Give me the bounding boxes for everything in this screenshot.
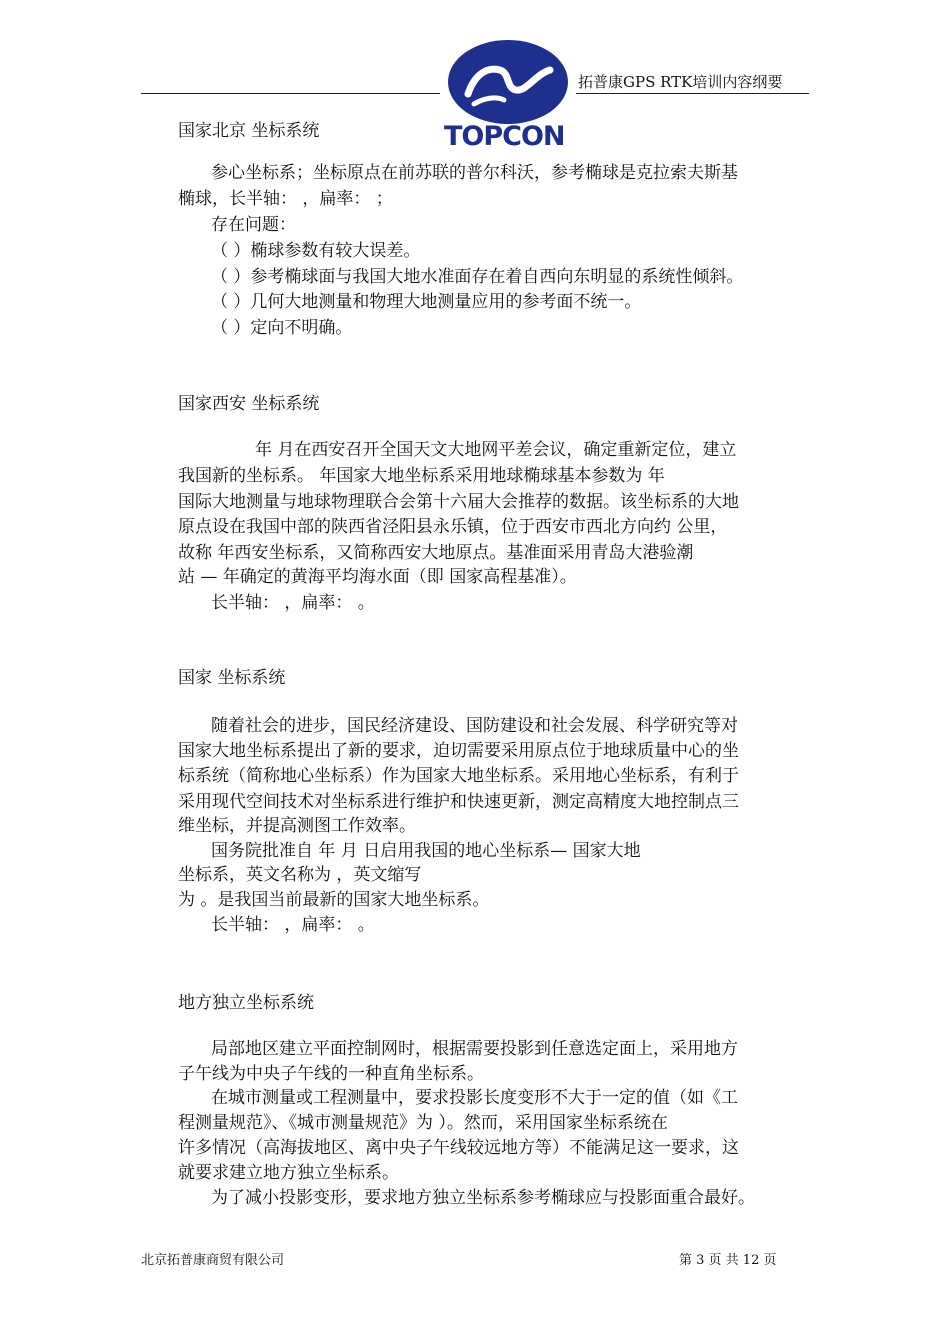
paragraph-line: 我国新的坐标系。 年国家大地坐标系采用地球椭球基本参数为 年 (178, 466, 665, 486)
section-heading-local: 地方独立坐标系统 (178, 993, 314, 1013)
paragraph-line: 子午线为中央子午线的一种直角坐标系。 (178, 1064, 484, 1084)
section-heading-xian: 国家西安 坐标系统 (178, 394, 320, 414)
paragraph-line: 标系统（简称地心坐标系）作为国家大地坐标系。采用地心坐标系，有利于 (178, 766, 739, 786)
paragraph-line: 在城市测量或工程测量中，要求投影长度变形不大于一定的值（如《工 (211, 1088, 738, 1108)
footer-company: 北京拓普康商贸有限公司 (141, 1253, 285, 1268)
paragraph-line: 长半轴： ，扁率： 。 (211, 915, 375, 935)
paragraph-line: 局部地区建立平面控制网时，根据需要投影到任意选定面上，采用地方 (211, 1039, 738, 1059)
paragraph-line: 长半轴： ，扁率： 。 (211, 593, 375, 613)
paragraph-line: 为 。是我国当前最新的国家大地坐标系。 (178, 890, 490, 910)
list-item: （ ）几何大地测量和物理大地测量应用的参考面不统一。 (211, 292, 642, 312)
section-heading-beijing: 国家北京 坐标系统 (178, 121, 320, 141)
paragraph-line: 故称 年西安坐标系，又简称西安大地原点。基准面采用青岛大港验潮 (178, 543, 694, 563)
list-item: （ ）椭球参数有较大误差。 (211, 241, 421, 261)
paragraph-line: 随着社会的进步，国民经济建设、国防建设和社会发展、科学研究等对 (211, 716, 738, 736)
paragraph-line: 为了减小投影变形，要求地方独立坐标系参考椭球应与投影面重合最好。 (211, 1188, 755, 1208)
paragraph-line: 就要求建立地方独立坐标系。 (178, 1163, 399, 1183)
paragraph-line: 许多情况（高海拔地区、离中央子午线较远地方等）不能满足这一要求，这 (178, 1138, 739, 1158)
paragraph-line: 国际大地测量与地球物理联合会第十六届大会推荐的数据。该坐标系的大地 (178, 492, 739, 512)
header-title: 拓普康GPS RTK培训内容纲要 (578, 73, 783, 91)
paragraph-line: 坐标系，英文名称为 ，英文缩写 (178, 865, 422, 885)
paragraph-line: 原点设在我国中部的陕西省泾阳县永乐镇，位于西安市西北方向约 公里， (178, 517, 728, 537)
list-item: （ ）参考椭球面与我国大地水准面存在着自西向东明显的系统性倾斜。 (211, 267, 744, 287)
footer-page-number: 第 3 页 共 12 页 (679, 1253, 777, 1268)
paragraph-line: 维坐标，并提高测图工作效率。 (178, 816, 416, 836)
section-heading-national: 国家 坐标系统 (178, 668, 286, 688)
topcon-logo-text: TOPCON (444, 121, 565, 152)
list-item: （ ）定向不明确。 (211, 318, 353, 338)
paragraph-line: 程测量规范》、《城市测量规范》为 ）。然而，采用国家坐标系统在 (178, 1113, 668, 1133)
paragraph-line: 站 — 年确定的黄海平均海水面（即 国家高程基准）。 (178, 567, 577, 587)
paragraph-line: 参心坐标系；坐标原点在前苏联的普尔科沃，参考椭球是克拉索夫斯基 (211, 163, 738, 183)
paragraph-line: 国家大地坐标系提出了新的要求，迫切需要采用原点位于地球质量中心的坐 (178, 741, 739, 761)
paragraph-line: 采用现代空间技术对坐标系进行维护和快速更新，测定高精度大地控制点三 (178, 792, 739, 812)
paragraph-line: 年 月在西安召开全国天文大地网平差会议，确定重新定位，建立 (255, 440, 737, 460)
paragraph-line: 椭球，长半轴： ，扁率： ； (178, 189, 393, 209)
paragraph-line: 国务院批准自 年 月 日启用我国的地心坐标系— 国家大地 (211, 841, 641, 861)
paragraph-line: 存在问题： (211, 215, 296, 235)
